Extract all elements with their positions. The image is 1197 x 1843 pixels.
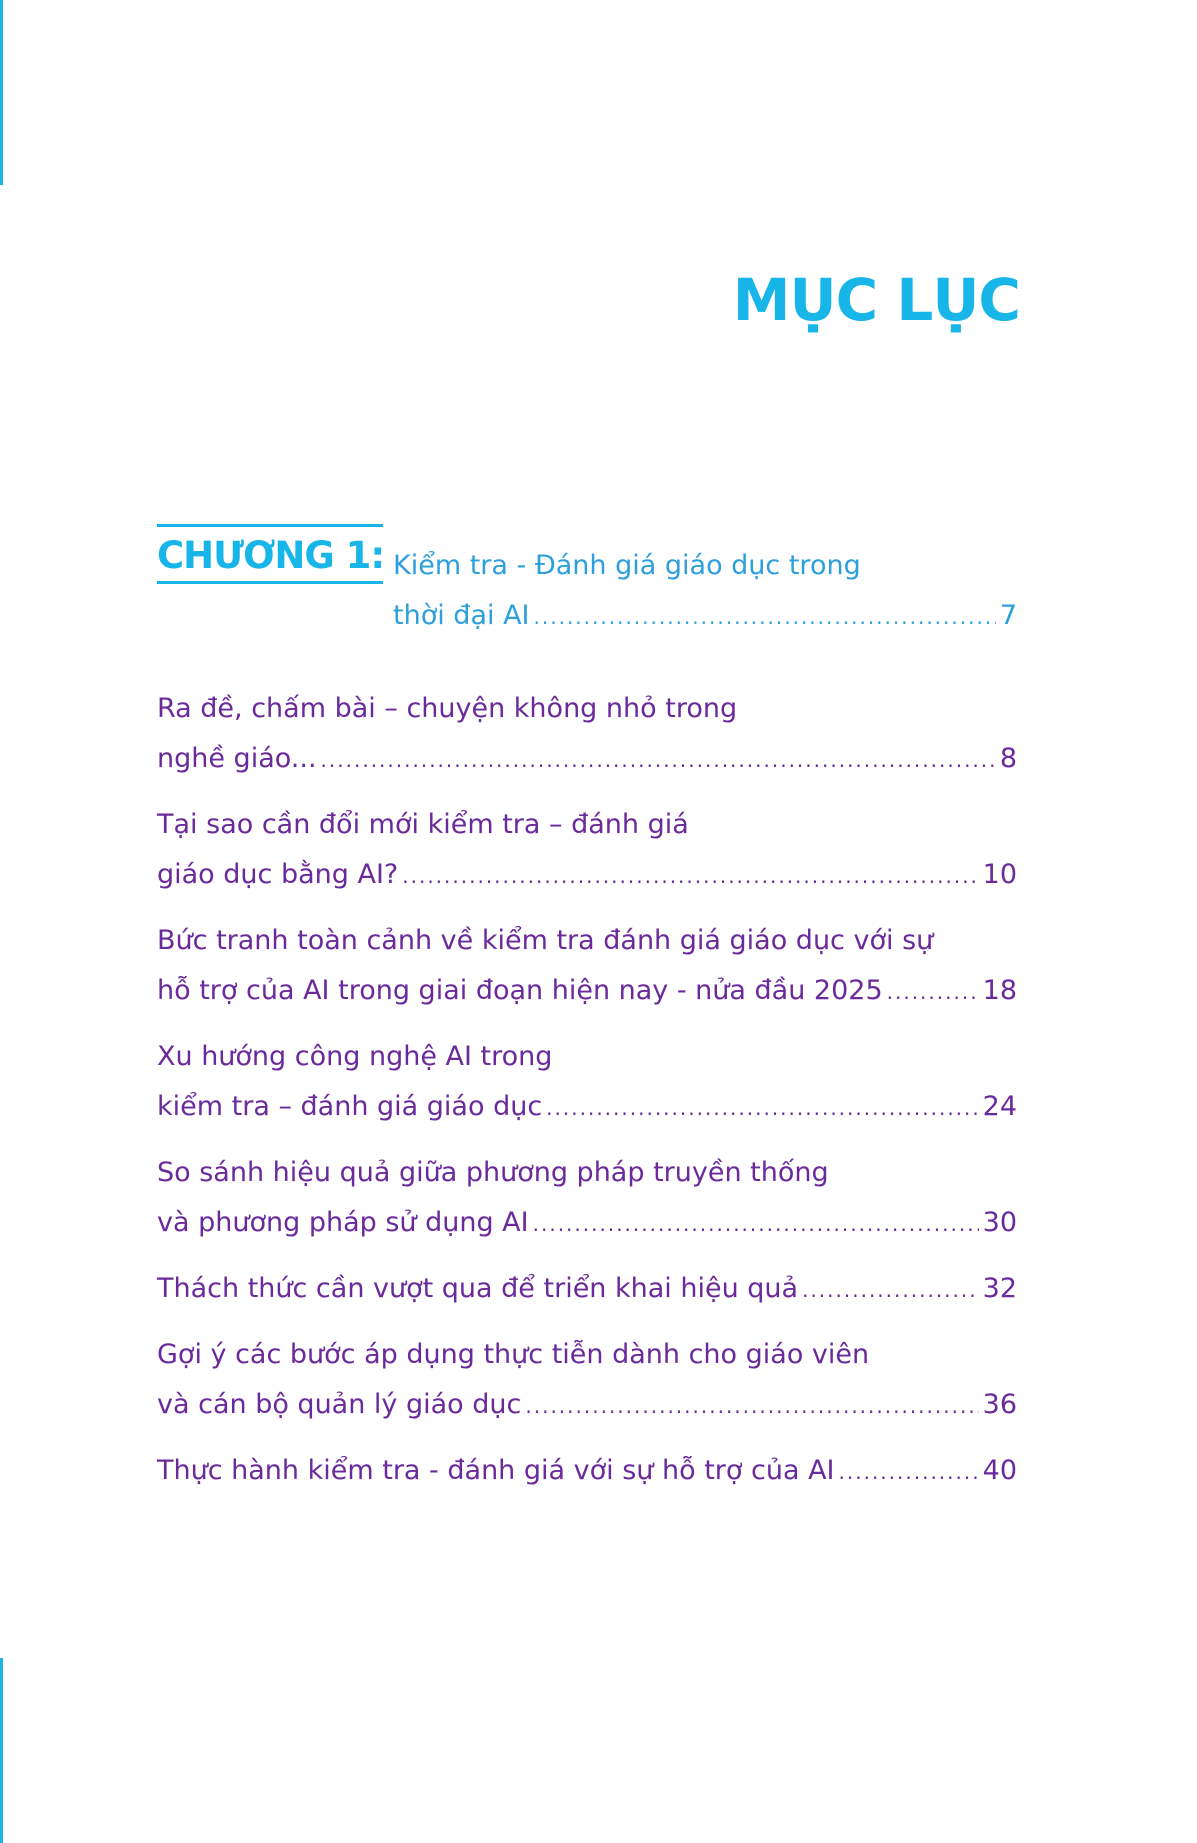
toc-entry-page-number: 24 [982, 1091, 1017, 1122]
toc-entry-page-number: 40 [982, 1455, 1017, 1486]
dot-leader [533, 1199, 979, 1249]
toc-entry[interactable] [157, 916, 1017, 1017]
toc-entry-page-number: 18 [982, 975, 1017, 1006]
toc-entry-line-2-text: hỗ trợ của AI trong giai đoạn hiện nay - nửa đầu 2025 [157, 975, 883, 1006]
dot-leader [887, 967, 979, 1017]
page-title: MỤC LỤC [732, 266, 1020, 334]
dot-leader [525, 1381, 978, 1431]
toc-entry-line-text: Thực hành kiểm tra - đánh giá với sự hỗ trợ của AI [157, 1455, 835, 1486]
toc-entry[interactable] [157, 1446, 1017, 1497]
toc-entry-line-2 [157, 1198, 1017, 1249]
toc-entry-line-2-text: nghề giáo... [157, 743, 317, 774]
toc-entry-line-text: Thách thức cần vượt qua để triển khai hiệu quả [157, 1273, 799, 1304]
toc-entry-page-number: 36 [982, 1389, 1017, 1420]
chapter-page-number: 7 [999, 600, 1017, 631]
toc-entry-line-2-text: giáo dục bằng AI? [157, 859, 399, 890]
dot-leader [534, 592, 996, 642]
chapter-title-line-2-text: thời đại AI [393, 600, 530, 631]
toc-entry-line-2-text: và cán bộ quản lý giáo dục [157, 1389, 522, 1420]
toc-entry-line-1: Tại sao cần đổi mới kiểm tra – đánh giá [157, 809, 689, 840]
toc-entry-page-number: 10 [982, 859, 1017, 890]
left-edge-line-top [0, 0, 3, 185]
toc-entry-line-1 [157, 1446, 1017, 1497]
toc-entry-line-1 [157, 1264, 1017, 1315]
dot-leader [402, 851, 978, 901]
left-edge-line-bottom [0, 1658, 3, 1843]
toc-entry[interactable] [157, 1032, 1017, 1133]
toc-entry[interactable] [157, 1264, 1017, 1315]
dot-leader [321, 735, 996, 785]
toc-entry-line-1: Bức tranh toàn cảnh về kiểm tra đánh giá giáo dục với sự [157, 925, 934, 956]
chapter-label: CHƯƠNG 1: [157, 524, 383, 584]
toc-entry-page-number: 32 [982, 1273, 1017, 1304]
toc-entry-line-1: Xu hướng công nghệ AI trong [157, 1041, 553, 1072]
dot-leader [839, 1447, 979, 1497]
toc-entry[interactable] [157, 1330, 1017, 1431]
toc-entry-line-1: Gợi ý các bước áp dụng thực tiễn dành cho giáo viên [157, 1339, 870, 1370]
toc-entries [157, 684, 1017, 1512]
dot-leader [802, 1265, 979, 1315]
toc-entry-line-2 [157, 1380, 1017, 1431]
dot-leader [546, 1083, 978, 1133]
toc-entry-line-2 [157, 1082, 1017, 1133]
toc-entry-line-2 [157, 966, 1017, 1017]
toc-entry-line-2-text: kiểm tra – đánh giá giáo dục [157, 1091, 543, 1122]
toc-entry-line-2-text: và phương pháp sử dụng AI [157, 1207, 529, 1238]
toc-entry-line-1: So sánh hiệu quả giữa phương pháp truyền thống [157, 1157, 829, 1188]
toc-entry-page-number: 30 [982, 1207, 1017, 1238]
chapter-title [393, 541, 1017, 642]
toc-entry-line-1: Ra đề, chấm bài – chuyện không nhỏ trong [157, 693, 738, 724]
toc-entry-page-number: 8 [999, 743, 1017, 774]
toc-entry[interactable] [157, 1148, 1017, 1249]
toc-entry-line-2 [157, 850, 1017, 901]
chapter-title-line-1: Kiểm tra - Đánh giá giáo dục trong [393, 550, 861, 581]
toc-entry[interactable] [157, 800, 1017, 901]
chapter-title-line-2 [393, 591, 1017, 642]
toc-entry[interactable] [157, 684, 1017, 785]
toc-entry-line-2 [157, 734, 1017, 785]
